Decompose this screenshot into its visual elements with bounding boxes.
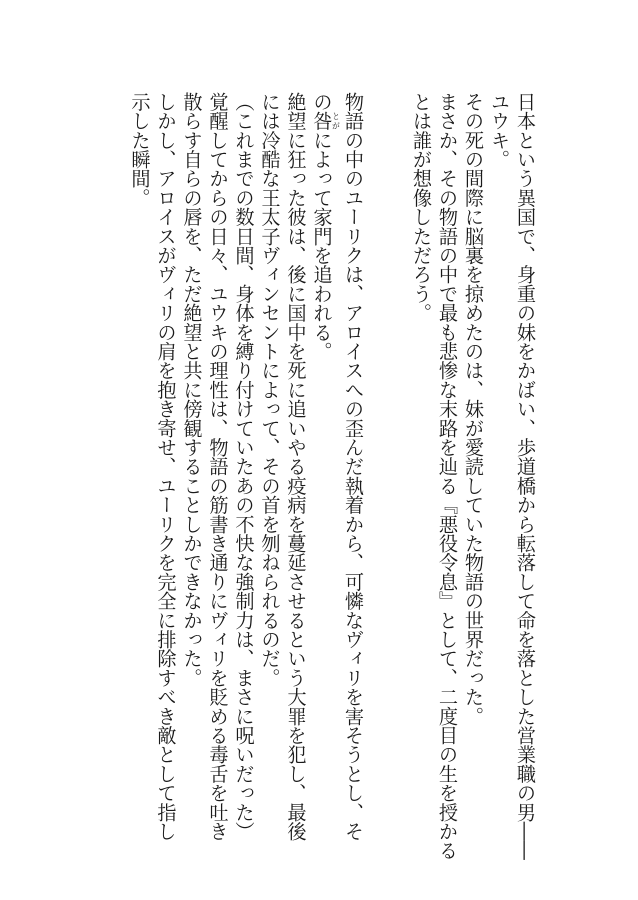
- text-line: には冷酷な王太子ヴィンセントによって、その首を刎ねられるのだ。: [258, 92, 282, 688]
- vertical-text-body: [127, 92, 539, 860]
- text-line: 物語の中のユーリクは、アロイスへの歪んだ執着から、可憐なヴィリを害そうとし、そ: [342, 92, 365, 841]
- paragraph-gap: [366, 92, 408, 812]
- text-line: 散らす自らの唇を、ただ絶望と共に傍観することしかできなかった。: [180, 92, 204, 688]
- text-fragment: によって家門を追われる。: [310, 130, 334, 361]
- text-line: 絶望に狂った彼は、後に国中を死に追いやる疫病を蔓延させるという大罪を犯し、最後: [284, 92, 308, 841]
- text-line: ユウキ。: [488, 92, 511, 169]
- ruby-reading: とが: [331, 111, 341, 131]
- text-fragment: の: [310, 92, 334, 112]
- text-line-with-ruby: [309, 92, 341, 812]
- text-line: しかし、アロイスがヴィリの肩を抱き寄せ、ユーリクを完全に排除すべき敵として指し: [154, 92, 178, 841]
- text-line: 覚醒してからの日々、ユウキの理性は、物語の筋書き通りにヴィリを貶める毒舌を吐き: [206, 92, 230, 841]
- text-line: その死の間際に脳裏を掠めたのは、妹が愛読していた物語の世界だった。: [462, 92, 485, 726]
- text-line: 日本という異国で、身重の妹をかばい、歩道橋から転落して命を落とした営業職の男――: [514, 92, 537, 860]
- ruby-base: 咎: [310, 111, 334, 131]
- text-line: とは誰が想像しただろう。: [410, 92, 433, 323]
- text-line: まさか、その物語の中で最も悲惨な末路を辿る『悪役令息』として、二度目の生を授かる: [436, 92, 459, 860]
- ruby-annotation: [310, 111, 341, 131]
- text-line: （これまでの数日間、身体を縛り付けていたあの不快な強制力は、まさに呪いだった）: [232, 92, 256, 841]
- text-line: 示した瞬間。: [128, 92, 152, 208]
